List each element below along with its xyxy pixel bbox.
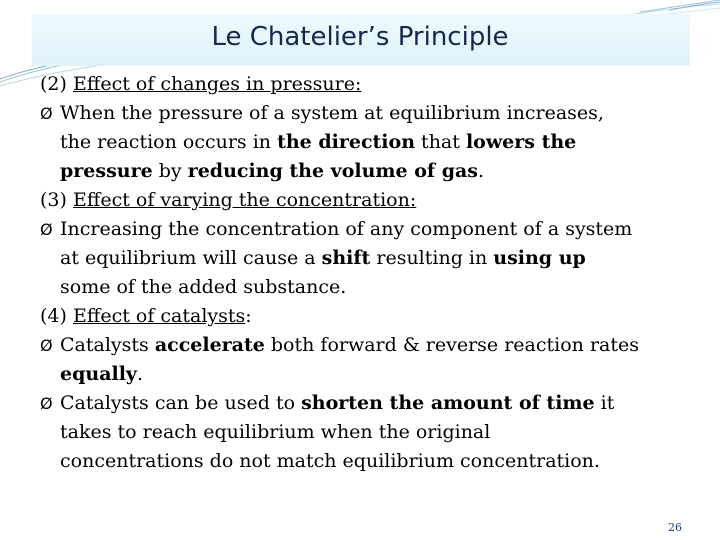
section-heading-text: Effect of varying the concentration: [72, 189, 410, 211]
arrow-bullet-icon: Ø: [40, 220, 53, 239]
bold-text: equally: [60, 363, 137, 385]
arrow-bullet-icon: Ø: [40, 394, 53, 413]
text-run: it: [594, 392, 615, 414]
section-heading: [40, 70, 700, 99]
text-run: When the pressure of a system at equilibrium increases,: [60, 102, 604, 124]
slide-content: [40, 70, 700, 476]
text-run: by: [152, 160, 188, 182]
arrow-bullet-icon: Ø: [40, 104, 53, 123]
text-run: some of the added substance.: [60, 276, 347, 298]
bullet-continuation-line: [40, 418, 700, 447]
page-number: 26: [668, 521, 682, 534]
section-heading: [40, 302, 700, 331]
bold-text: accelerate: [154, 334, 265, 356]
bold-text: pressure: [60, 160, 153, 182]
text-run: takes to reach equilibrium when the original: [60, 421, 491, 443]
text-run: concentrations do not match equilibrium concentration.: [60, 450, 600, 472]
text-run: Catalysts can be used to: [60, 392, 302, 414]
text-run: at equilibrium will cause a: [60, 247, 322, 269]
section-number: (4): [40, 305, 67, 327]
bullet-continuation-line: [40, 244, 700, 273]
section-heading-text: Effect of catalysts: [72, 305, 246, 327]
text-run: Catalysts: [60, 334, 155, 356]
text-run: that: [415, 131, 466, 153]
bold-text: lowers the: [465, 131, 577, 153]
section-number: (2): [40, 73, 67, 95]
text-run: resulting in: [370, 247, 494, 269]
bullet-continuation-line: [40, 273, 700, 302]
text-run: .: [478, 160, 485, 182]
bullet-line: [40, 99, 700, 128]
slide-title: Le Chatelier’s Principle: [211, 22, 509, 52]
section-heading-colon: :: [245, 305, 252, 327]
bullet-line: [40, 215, 700, 244]
bullet-continuation-line: [40, 128, 700, 157]
bold-text: shift: [321, 247, 371, 269]
section-heading-text: Effect of changes in pressure: [72, 73, 355, 95]
arrow-bullet-icon: Ø: [40, 336, 53, 355]
section-heading-colon: :: [409, 189, 417, 211]
section-heading-colon: :: [354, 73, 362, 95]
bullet-line: [40, 389, 700, 418]
bold-text: the direction: [277, 131, 416, 153]
text-run: both forward & reverse reaction rates: [264, 334, 639, 356]
text-run: the reaction occurs in: [60, 131, 278, 153]
section-heading: [40, 186, 700, 215]
bold-text: using up: [493, 247, 586, 269]
bullet-continuation-line: [40, 157, 700, 186]
bullet-continuation-line: [40, 360, 700, 389]
text-run: .: [136, 363, 144, 385]
section-number: (3): [40, 189, 67, 211]
text-run: Increasing the concentration of any component of a system: [60, 218, 633, 240]
bold-text: shorten the amount of time: [301, 392, 595, 414]
bullet-line: [40, 331, 700, 360]
bold-text: reducing the volume of gas: [187, 160, 478, 182]
bullet-continuation-line: [40, 447, 700, 476]
